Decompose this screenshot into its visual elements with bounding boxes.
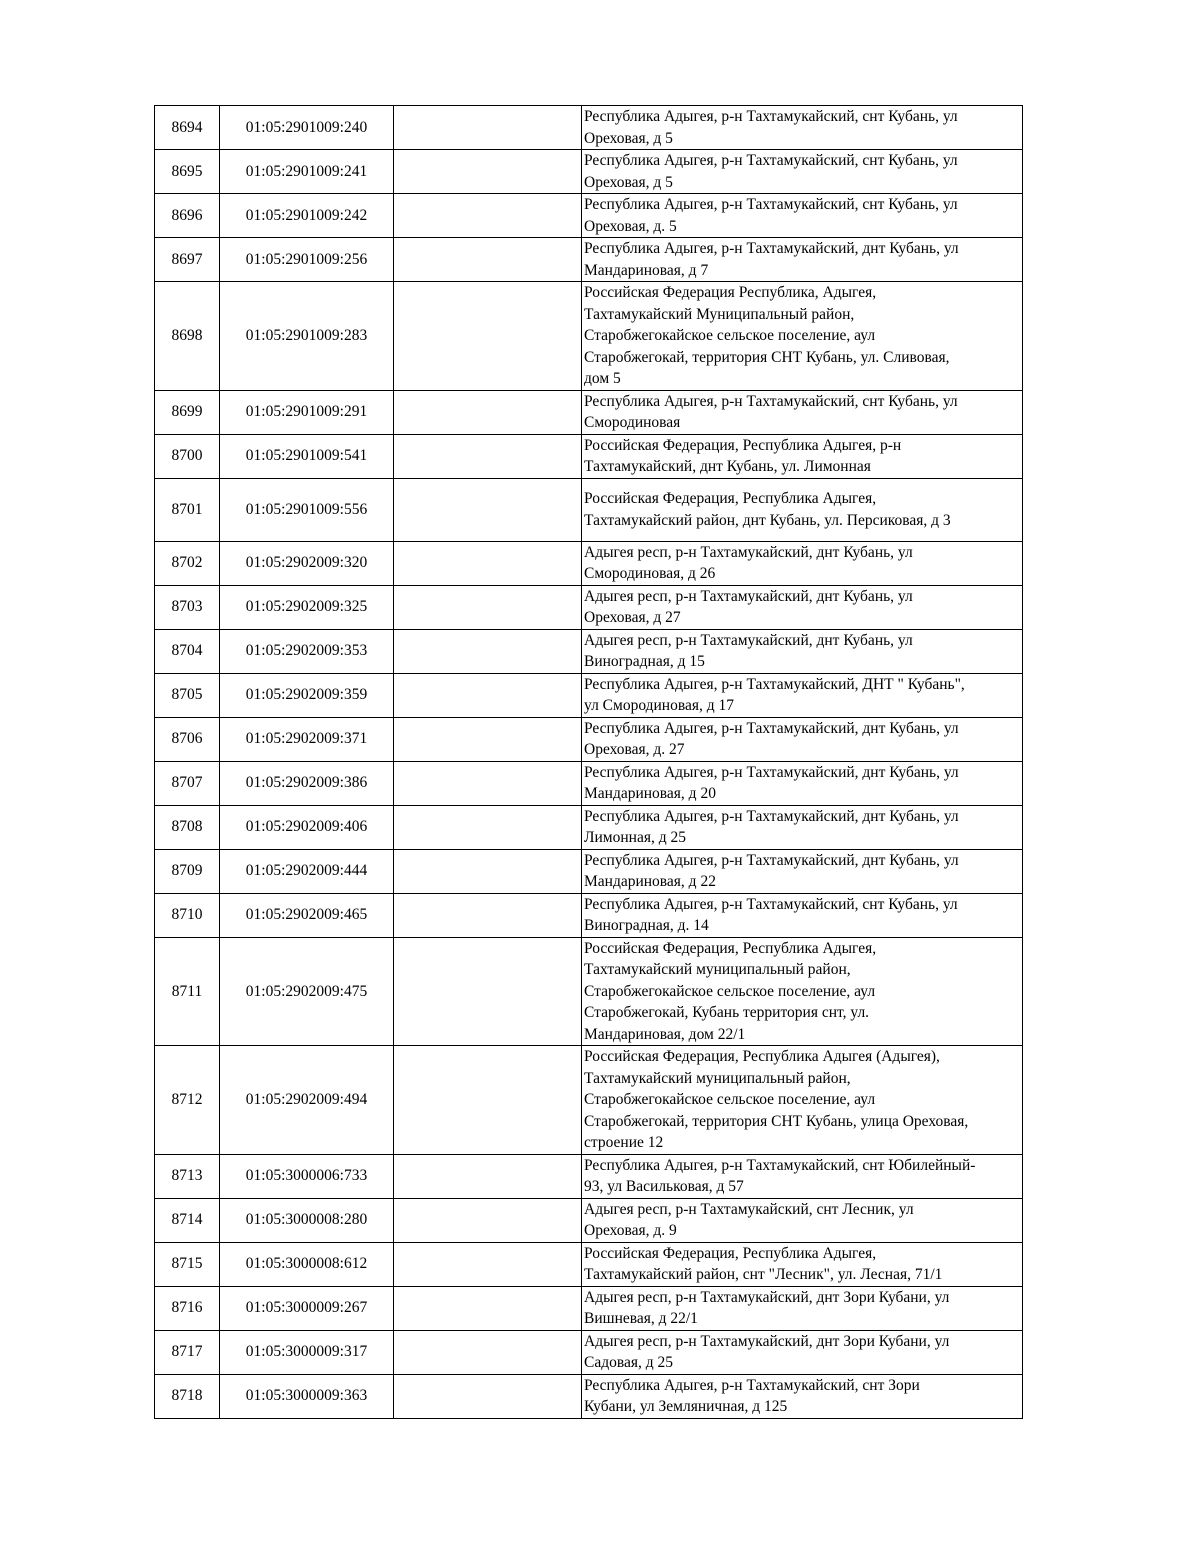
table-row	[155, 585, 1023, 629]
table-row	[155, 805, 1023, 849]
row-number-cell: 8697	[155, 238, 220, 282]
address-line: ул Смородиновая, д 17	[584, 697, 734, 714]
table-row	[155, 1374, 1023, 1418]
cadastral-number-cell: 01:05:2901009:541	[220, 434, 394, 478]
address-cell	[582, 541, 1023, 585]
row-number-cell: 8699	[155, 390, 220, 434]
cadastral-number-cell: 01:05:2902009:444	[220, 849, 394, 893]
table-row	[155, 238, 1023, 282]
table-row	[155, 1242, 1023, 1286]
address-cell	[582, 106, 1023, 150]
address-line: Тахтамукайский Муниципальный район,	[584, 305, 855, 323]
address-line: Смородиновая, д 26	[584, 565, 716, 582]
address-cell	[582, 1374, 1023, 1418]
address-line: Садовая, д 25	[584, 1354, 673, 1371]
cadastral-number-cell: 01:05:2901009:291	[220, 390, 394, 434]
address-line: Мандариновая, дом 22/1	[584, 1025, 746, 1043]
empty-cell	[394, 1330, 582, 1374]
table-row	[155, 106, 1023, 150]
cadastral-number-cell: 01:05:2901009:556	[220, 478, 394, 541]
address-line: Кубани, ул Земляничная, д 125	[584, 1398, 788, 1415]
address-line: Адыгея респ, р-н Тахтамукайский, днт Кубань, ул	[584, 631, 913, 649]
row-number-cell: 8708	[155, 805, 220, 849]
table-row	[155, 849, 1023, 893]
address-line: Республика Адыгея, р-н Тахтамукайский, снт Зори	[584, 1376, 920, 1394]
address-cell	[582, 194, 1023, 238]
empty-cell	[394, 434, 582, 478]
cadastral-number-cell: 01:05:3000009:267	[220, 1286, 394, 1330]
address-line: Виноградная, д. 14	[584, 917, 709, 934]
address-line: Ореховая, д 5	[584, 129, 673, 147]
address-line: Лимонная, д 25	[584, 829, 686, 846]
address-line: Российская Федерация, Республика Адыгея,	[584, 939, 877, 957]
address-line: Республика Адыгея, р-н Тахтамукайский, днт Кубань, ул	[584, 240, 959, 257]
cadastral-number-cell: 01:05:3000009:363	[220, 1374, 394, 1418]
address-cell	[582, 150, 1023, 194]
cadastral-number-cell: 01:05:2902009:475	[220, 937, 394, 1046]
row-number-cell: 8717	[155, 1330, 220, 1374]
address-line: Ореховая, д 27	[584, 609, 681, 626]
table-row	[155, 282, 1023, 391]
address-line: Республика Адыгея, р-н Тахтамукайский, снт Кубань, ул	[584, 108, 958, 125]
address-line: Старобжегокайское сельское поселение, аул	[584, 1091, 876, 1108]
table-row	[155, 937, 1023, 1046]
address-cell	[582, 585, 1023, 629]
empty-cell	[394, 585, 582, 629]
row-number-cell: 8696	[155, 194, 220, 238]
address-line: Российская Федерация, Республика Адыгея (Адыгея),	[584, 1048, 940, 1065]
cadastral-number-cell: 01:05:2901009:240	[220, 106, 394, 150]
cadastral-number-cell: 01:05:2902009:386	[220, 761, 394, 805]
cadastral-number-cell: 01:05:2902009:359	[220, 673, 394, 717]
address-cell	[582, 805, 1023, 849]
row-number-cell: 8716	[155, 1286, 220, 1330]
address-line: дом 5	[584, 370, 621, 387]
address-line: Ореховая, д. 9	[584, 1222, 677, 1239]
address-line: Республика Адыгея, р-н Тахтамукайский, снт Кубань, ул	[584, 392, 958, 410]
table-row	[155, 717, 1023, 761]
row-number-cell: 8715	[155, 1242, 220, 1286]
cadastral-number-cell: 01:05:2902009:325	[220, 585, 394, 629]
address-cell	[582, 893, 1023, 937]
cadastral-number-cell: 01:05:3000008:280	[220, 1198, 394, 1242]
address-line: Мандариновая, д 22	[584, 873, 716, 890]
empty-cell	[394, 629, 582, 673]
empty-cell	[394, 1154, 582, 1198]
address-line: Республика Адыгея, р-н Тахтамукайский, днт Кубань, ул	[584, 763, 959, 781]
address-line: Республика Адыгея, р-н Тахтамукайский, снт Кубань, ул	[584, 196, 958, 213]
address-line: Российская Федерация, Республика Адыгея, р-н	[584, 436, 902, 454]
row-number-cell: 8713	[155, 1154, 220, 1198]
address-line: строение 12	[584, 1134, 664, 1151]
address-line: Республика Адыгея, р-н Тахтамукайский, ДНТ " Кубань",	[584, 675, 965, 693]
address-line: Виноградная, д 15	[584, 653, 705, 670]
land-plot-table	[154, 105, 1023, 1419]
address-cell	[582, 390, 1023, 434]
address-cell	[582, 1242, 1023, 1286]
table-row	[155, 434, 1023, 478]
empty-cell	[394, 1374, 582, 1418]
empty-cell	[394, 761, 582, 805]
table-row	[155, 629, 1023, 673]
table-row	[155, 893, 1023, 937]
address-line: Тахтамукайский район, снт "Лесник", ул. Лесная, 71/1	[584, 1266, 943, 1283]
address-line: Республика Адыгея, р-н Тахтамукайский, снт Юбилейный-	[584, 1156, 976, 1174]
address-line: Старобжегокай, территория СНТ Кубань, улица Ореховая,	[584, 1112, 969, 1130]
address-line: 93, ул Васильковая, д 57	[584, 1178, 744, 1195]
empty-cell	[394, 1046, 582, 1155]
address-cell	[582, 478, 1023, 541]
address-line: Республика Адыгея, р-н Тахтамукайский, снт Кубань, ул	[584, 895, 958, 913]
table-row	[155, 761, 1023, 805]
table-row	[155, 1286, 1023, 1330]
address-cell	[582, 1330, 1023, 1374]
address-cell	[582, 717, 1023, 761]
table-row	[155, 1330, 1023, 1374]
address-line: Смородиновая	[584, 414, 681, 431]
empty-cell	[394, 937, 582, 1046]
empty-cell	[394, 1198, 582, 1242]
address-cell	[582, 849, 1023, 893]
address-line: Российская Федерация Республика, Адыгея,	[584, 284, 877, 301]
table-row	[155, 194, 1023, 238]
address-line: Российская Федерация, Республика Адыгея,	[584, 1244, 877, 1262]
address-cell	[582, 434, 1023, 478]
empty-cell	[394, 478, 582, 541]
row-number-cell: 8694	[155, 106, 220, 150]
table-row	[155, 478, 1023, 541]
empty-cell	[394, 1286, 582, 1330]
cadastral-number-cell: 01:05:2902009:320	[220, 541, 394, 585]
row-number-cell: 8707	[155, 761, 220, 805]
cadastral-number-cell: 01:05:2902009:406	[220, 805, 394, 849]
address-line: Ореховая, д. 27	[584, 741, 685, 758]
row-number-cell: 8702	[155, 541, 220, 585]
address-line: Адыгея респ, р-н Тахтамукайский, снт Лесник, ул	[584, 1200, 914, 1218]
address-line: Республика Адыгея, р-н Тахтамукайский, снт Кубань, ул	[584, 152, 958, 169]
table-row	[155, 1154, 1023, 1198]
table-row	[155, 541, 1023, 585]
cadastral-number-cell: 01:05:3000009:317	[220, 1330, 394, 1374]
address-line: Республика Адыгея, р-н Тахтамукайский, днт Кубань, ул	[584, 807, 959, 825]
address-cell	[582, 1286, 1023, 1330]
row-number-cell: 8710	[155, 893, 220, 937]
address-line: Республика Адыгея, р-н Тахтамукайский, днт Кубань, ул	[584, 851, 959, 869]
cadastral-number-cell: 01:05:3000008:612	[220, 1242, 394, 1286]
cadastral-number-cell: 01:05:2902009:465	[220, 893, 394, 937]
cadastral-number-cell: 01:05:2902009:494	[220, 1046, 394, 1155]
address-cell	[582, 1198, 1023, 1242]
address-line: Адыгея респ, р-н Тахтамукайский, днт Зори Кубани, ул	[584, 1332, 950, 1350]
address-cell	[582, 1154, 1023, 1198]
address-line: Ореховая, д 5	[584, 173, 673, 191]
cadastral-number-cell: 01:05:2901009:241	[220, 150, 394, 194]
address-cell	[582, 937, 1023, 1046]
address-line: Адыгея респ, р-н Тахтамукайский, днт Кубань, ул	[584, 587, 913, 605]
table-row	[155, 1198, 1023, 1242]
empty-cell	[394, 805, 582, 849]
address-line: Вишневая, д 22/1	[584, 1310, 698, 1327]
empty-cell	[394, 673, 582, 717]
address-line: Старобжегокай, территория СНТ Кубань, ул. Сливовая,	[584, 348, 950, 366]
address-cell	[582, 282, 1023, 391]
address-line: Тахтамукайский муниципальный район,	[584, 961, 851, 978]
cadastral-number-cell: 01:05:2902009:353	[220, 629, 394, 673]
row-number-cell: 8714	[155, 1198, 220, 1242]
cadastral-number-cell: 01:05:2901009:283	[220, 282, 394, 391]
address-line: Мандариновая, д 20	[584, 785, 716, 802]
table-row	[155, 673, 1023, 717]
empty-cell	[394, 541, 582, 585]
table-body	[155, 106, 1023, 1419]
empty-cell	[394, 106, 582, 150]
empty-cell	[394, 390, 582, 434]
row-number-cell: 8705	[155, 673, 220, 717]
row-number-cell: 8700	[155, 434, 220, 478]
cadastral-number-cell: 01:05:2901009:242	[220, 194, 394, 238]
address-line: Адыгея респ, р-н Тахтамукайский, днт Кубань, ул	[584, 543, 913, 561]
address-line: Российская Федерация, Республика Адыгея,	[584, 490, 877, 507]
table-row	[155, 390, 1023, 434]
address-line: Адыгея респ, р-н Тахтамукайский, днт Зори Кубани, ул	[584, 1288, 950, 1306]
address-cell	[582, 761, 1023, 805]
empty-cell	[394, 194, 582, 238]
address-line: Республика Адыгея, р-н Тахтамукайский, днт Кубань, ул	[584, 719, 959, 737]
row-number-cell: 8695	[155, 150, 220, 194]
address-cell	[582, 238, 1023, 282]
empty-cell	[394, 893, 582, 937]
row-number-cell: 8706	[155, 717, 220, 761]
row-number-cell: 8698	[155, 282, 220, 391]
cadastral-number-cell: 01:05:2901009:256	[220, 238, 394, 282]
row-number-cell: 8701	[155, 478, 220, 541]
row-number-cell: 8709	[155, 849, 220, 893]
empty-cell	[394, 238, 582, 282]
empty-cell	[394, 1242, 582, 1286]
address-line: Тахтамукайский район, днт Кубань, ул. Персиковая, д 3	[584, 511, 951, 529]
address-cell	[582, 673, 1023, 717]
address-line: Старобжегокайское сельское поселение, аул	[584, 982, 876, 1000]
address-cell	[582, 1046, 1023, 1155]
row-number-cell: 8718	[155, 1374, 220, 1418]
row-number-cell: 8703	[155, 585, 220, 629]
cadastral-number-cell: 01:05:2902009:371	[220, 717, 394, 761]
cadastral-number-cell: 01:05:3000006:733	[220, 1154, 394, 1198]
row-number-cell: 8711	[155, 937, 220, 1046]
empty-cell	[394, 849, 582, 893]
table-row	[155, 150, 1023, 194]
address-line: Тахтамукайский муниципальный район,	[584, 1069, 851, 1087]
table-row	[155, 1046, 1023, 1155]
address-line: Старобжегокайское сельское поселение, аул	[584, 327, 876, 344]
address-line: Тахтамукайский, днт Кубань, ул. Лимонная	[584, 458, 871, 475]
empty-cell	[394, 282, 582, 391]
address-cell	[582, 629, 1023, 673]
address-line: Старобжегокай, Кубань территория снт, ул.	[584, 1004, 870, 1021]
row-number-cell: 8704	[155, 629, 220, 673]
empty-cell	[394, 150, 582, 194]
empty-cell	[394, 717, 582, 761]
row-number-cell: 8712	[155, 1046, 220, 1155]
address-line: Ореховая, д. 5	[584, 217, 677, 235]
address-line: Мандариновая, д 7	[584, 261, 709, 279]
